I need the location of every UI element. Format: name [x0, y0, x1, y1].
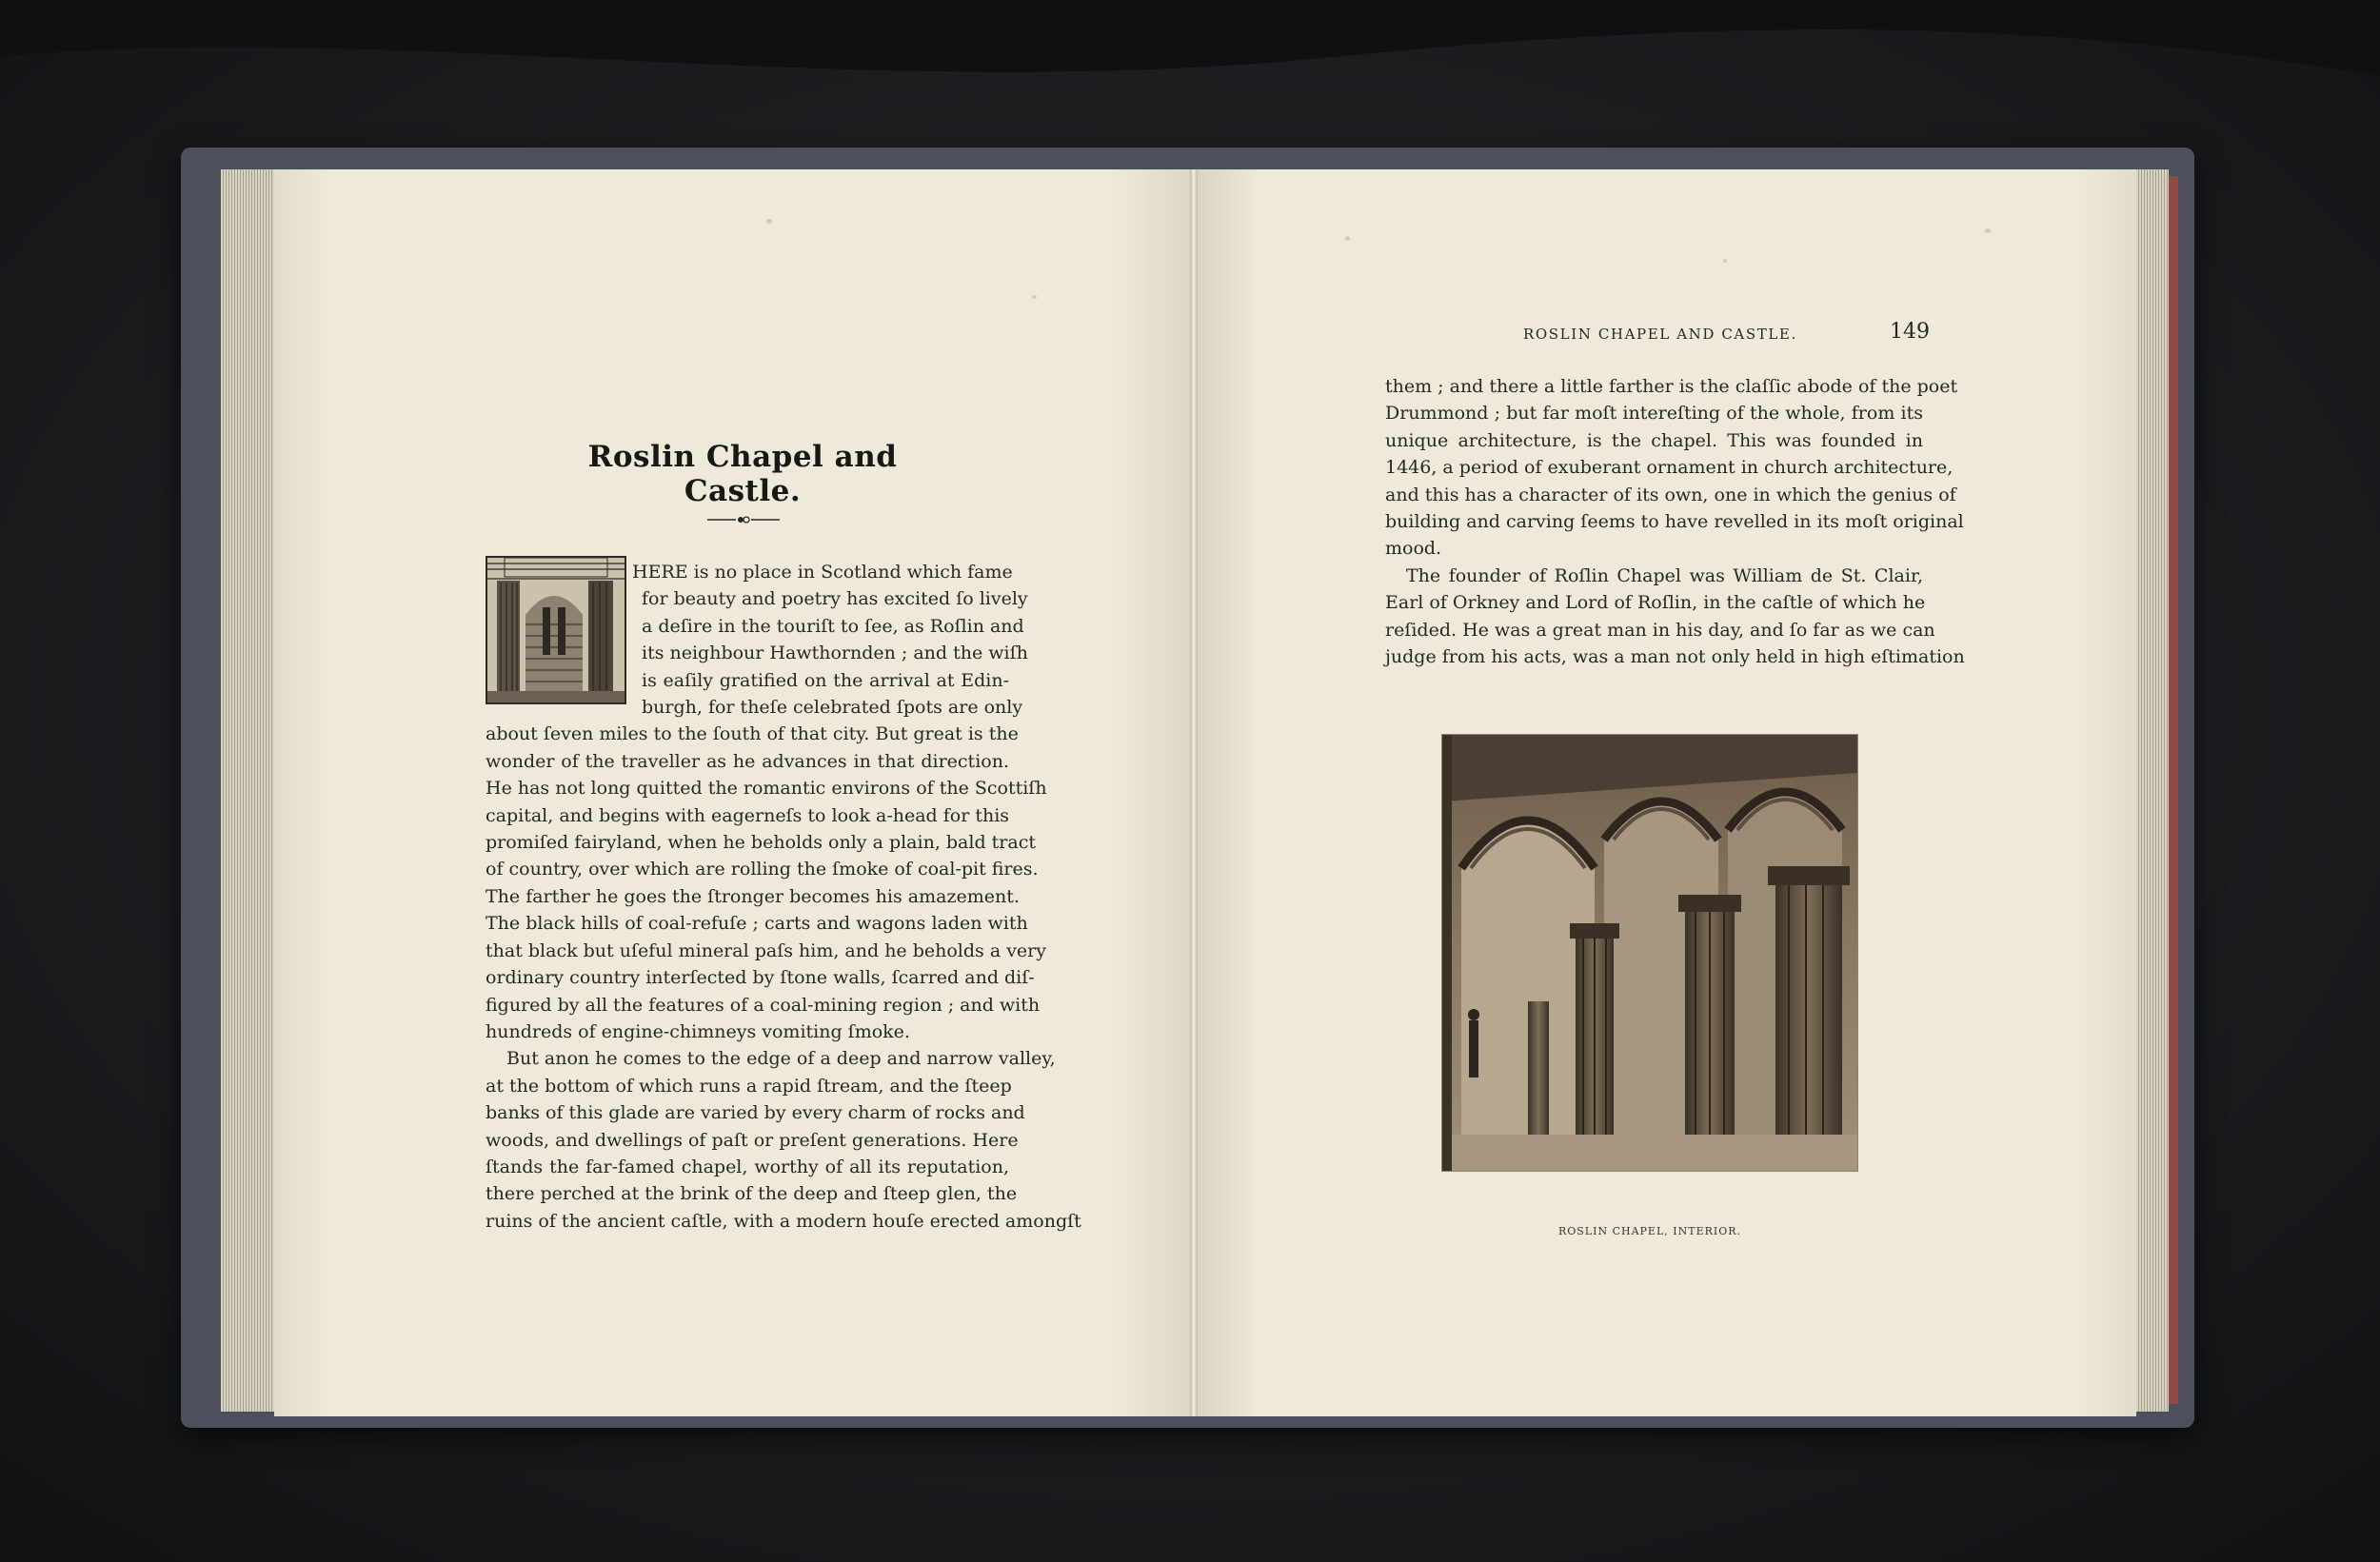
text-line: reſided. He was a great man in his day, and ſo far as we can [1385, 619, 1935, 641]
text-line: a deſire in the touriſt to ſee, as Roſlin and [642, 615, 1024, 637]
right-page-paragraph-1 [1385, 373, 1965, 670]
text-line: unique architecture, is the chapel. This was founded in [1385, 429, 1923, 451]
text-line: Drummond ; but far moſt intereſting of the whole, from its [1385, 403, 1923, 425]
book-gutter [1190, 169, 1198, 1416]
running-head: ROSLIN CHAPEL AND CASTLE. [1523, 326, 1797, 343]
text-line: wonder of the traveller as he advances in that direction. [486, 750, 1009, 772]
text-line: that black but uſeful mineral paſs him, and he beholds a very [486, 939, 1046, 961]
text-line: burgh, for theſe celebrated ſpots are only [642, 697, 1023, 719]
text-line: He has not long quitted the romantic environs of the Scottiſh [486, 778, 1047, 800]
foxing-spot [766, 219, 772, 224]
text-line: at the bottom of which runs a rapid ſtream, and the ſteep [486, 1075, 1012, 1097]
text-line: ſtands the far-famed chapel, worthy of all its reputation, [486, 1156, 1009, 1177]
text-line: ruins of the ancient caſtle, with a modern houſe erected amongſt [486, 1210, 1081, 1232]
text-line: its neighbour Hawthornden ; and the wiſh [642, 643, 1028, 664]
text-line: about ſeven miles to the ſouth of that city. But great is the [486, 723, 1019, 745]
text-line: and this has a character of its own, one in which the genius of [1385, 484, 1956, 505]
foxing-spot [1723, 259, 1727, 263]
foxing-spot [1032, 295, 1037, 299]
text-line: is eaſily gratified on the arrival at Edin- [642, 669, 1009, 691]
text-line: judge from his acts, was a man not only held in high eſtimation [1385, 646, 1965, 668]
text-line: The black hills of coal-refuſe ; carts and wagons laden with [486, 913, 1028, 935]
text-line: 1446, a period of exuberant ornament in church architecture, [1385, 457, 1954, 479]
text-line: The founder of Roſlin Chapel was William de St. Clair, [1406, 564, 1923, 586]
foxing-spot [1985, 228, 1991, 233]
text-line: HERE is no place in Scotland which fame [632, 562, 1013, 583]
text-line: building and carving ſeems to have revelled in its moſt original [1385, 511, 1964, 533]
plate-caption: ROSLIN CHAPEL, INTERIOR. [1557, 1225, 1742, 1237]
foxing-spot [1345, 236, 1350, 241]
text-line: of country, over which are rolling the ſmoke of coal-pit fires. [486, 859, 1039, 880]
chapter-title: Roslin Chapel and Castle. [587, 440, 898, 508]
text-line: The farther he goes the ſtronger becomes his amazement. [486, 885, 1020, 907]
left-page-edges [221, 169, 278, 1412]
right-page-edges [2131, 169, 2169, 1412]
text-line: mood. [1385, 538, 1442, 560]
chapel-interior-photograph [1442, 735, 1857, 1171]
ornament-divider [707, 512, 780, 527]
text-line: Earl of Orkney and Lord of Roſlin, in the caſtle of which he [1385, 592, 1926, 614]
text-line: ordinary country interſected by ſtone walls, ſcarred and diſ- [486, 967, 1035, 989]
text-line: them ; and there a little farther is the claſſic abode of the poet [1385, 376, 1958, 397]
text-line: figured by all the features of a coal-mining region ; and with [486, 994, 1041, 1016]
text-line: hundreds of engine-chimneys vomiting ſmoke. [486, 1020, 910, 1042]
text-line: capital, and begins with eagerneſs to look a-head for this [486, 804, 1010, 826]
text-line: there perched at the brink of the deep and ſteep glen, the [486, 1183, 1018, 1205]
text-line: woods, and dwellings of paſt or preſent generations. Here [486, 1129, 1019, 1151]
left-page-paragraph-1 [486, 559, 1081, 1235]
page-number: 149 [1890, 320, 1930, 344]
text-line: banks of this glade are varied by every charm of rocks and [486, 1102, 1025, 1124]
text-line: promiſed fairyland, when he beholds only a plain, bald tract [486, 832, 1036, 854]
text-line: But anon he comes to the edge of a deep and narrow valley, [506, 1048, 1056, 1070]
text-line: for beauty and poetry has excited ſo lively [642, 588, 1028, 610]
red-spine-edge [2169, 176, 2178, 1404]
